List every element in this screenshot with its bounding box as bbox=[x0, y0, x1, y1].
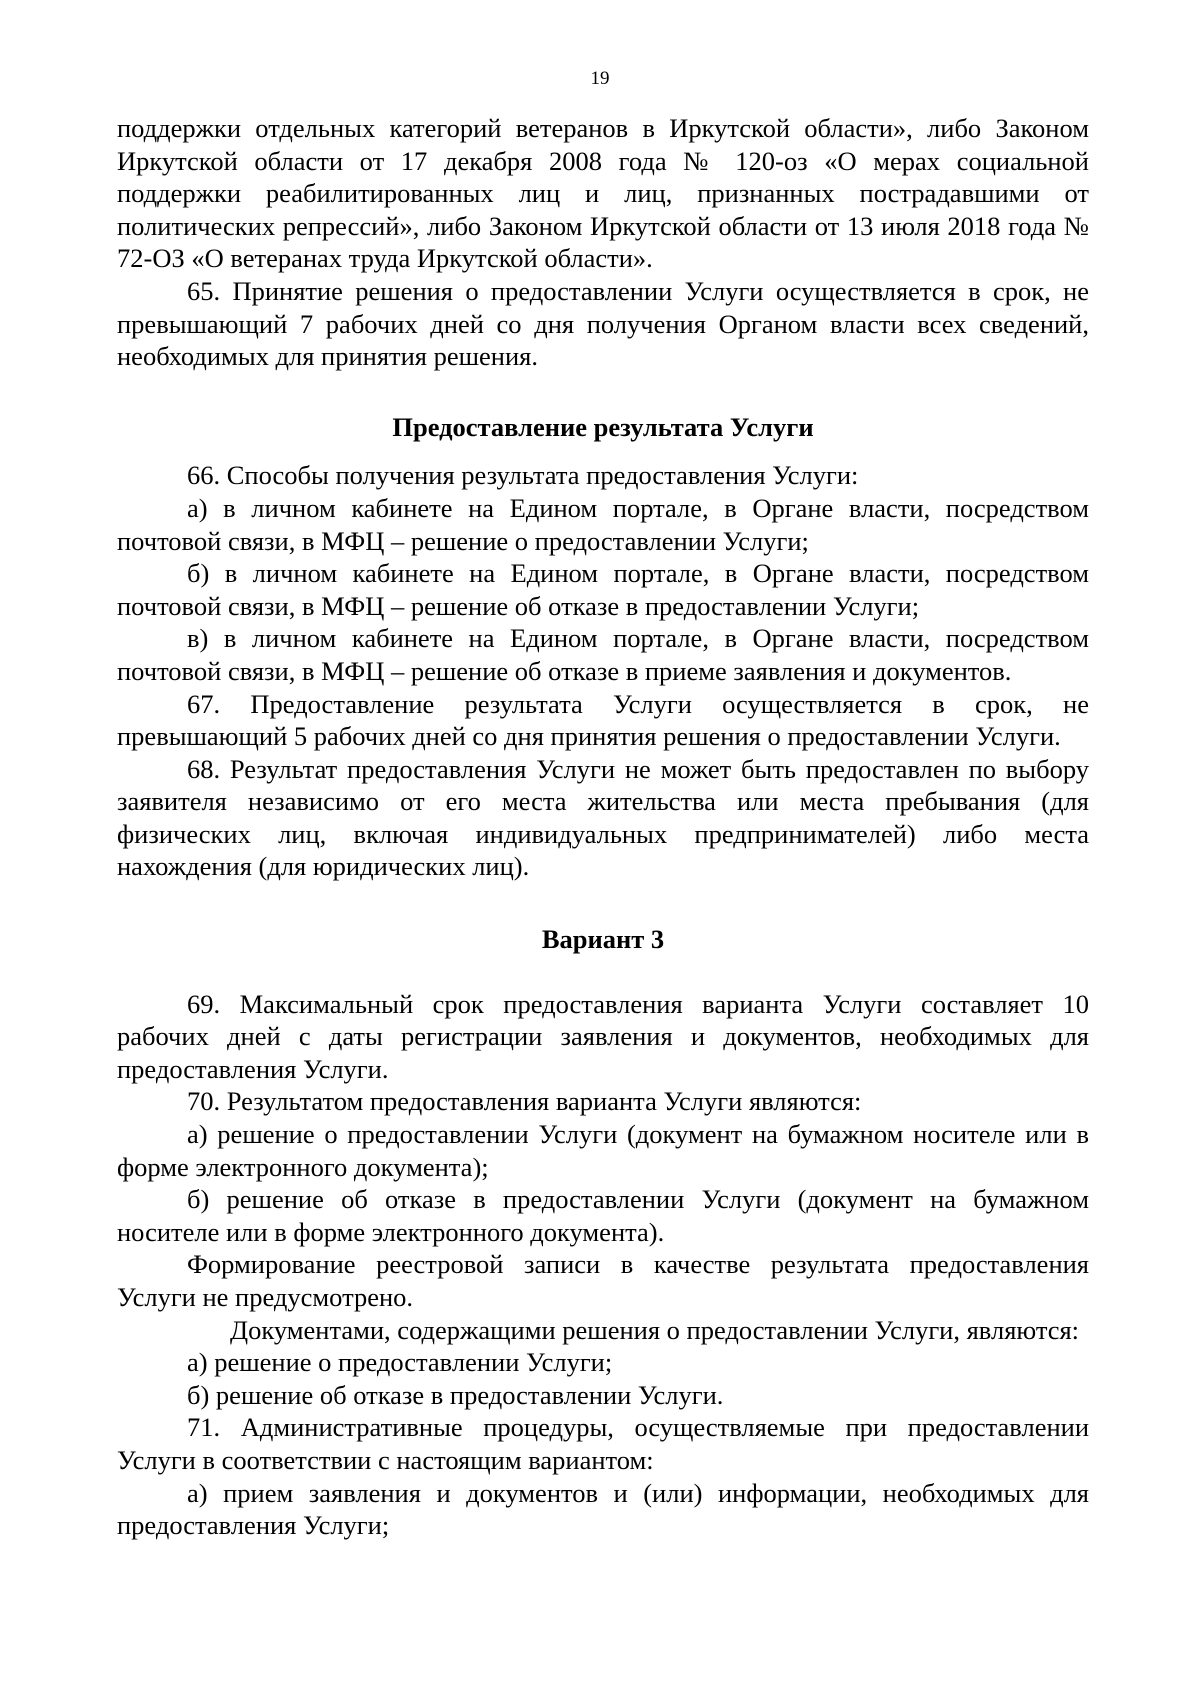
paragraph-continuation: поддержки отдельных категорий ветеранов в Иркутской области», либо Законом Иркутской области от 17 декабря 2008 года № 120-оз «О мерах социальной поддержки реабилитированных лиц и лиц, признанных пострадавшими от политических репрессий», либо Законом Иркутской области от 13 июля 2018 года № 72-ОЗ «О ветеранах труда Иркутской области». bbox=[117, 113, 1089, 274]
paragraph-70: 70. Результатом предоставления варианта Услуги являются: bbox=[187, 1086, 862, 1117]
list-item-docs-a: а) решение о предоставлении Услуги; bbox=[187, 1347, 613, 1378]
list-item-71a: а) прием заявления и документов и (или) информации, необходимых для предоставления Услуги; bbox=[117, 1477, 1089, 1541]
spacer bbox=[117, 373, 1089, 411]
paragraph-69: 69. Максимальный срок предоставления варианта Услуги составляет 10 рабочих дней с даты регистрации заявления и документов, необходимых для предоставления Услуги. bbox=[117, 988, 1089, 1084]
list-item-70a: а) решение о предоставлении Услуги (документ на бумажном носителе или в форме электронного документа); bbox=[117, 1119, 1089, 1182]
paragraph-registry-note: Формирование реестровой записи в качестве результата предоставления Услуги не предусмотрено. bbox=[117, 1249, 1089, 1312]
document-body bbox=[117, 112, 1089, 1542]
list-item-70b: б) решение об отказе в предоставлении Услуги (документ на бумажном носителе или в форме электронного документа). bbox=[117, 1184, 1089, 1247]
list-item-66a: а) в личном кабинете на Едином портале, в Органе власти, посредством почтовой связи, в МФЦ – решение о предоставлении Услуги; bbox=[117, 492, 1089, 556]
paragraph-67: 67. Предоставление результата Услуги осуществляется в срок, не превышающий 5 рабочих дней со дня принятия решения о предоставлении Услуги. bbox=[117, 688, 1089, 752]
paragraph-documents: Документами, содержащими решения о предоставлении Услуги, являются: bbox=[230, 1314, 1080, 1345]
spacer bbox=[117, 443, 1089, 459]
list-item-66c: в) в личном кабинете на Едином портале, в Органе власти, посредством почтовой связи, в МФЦ – решение об отказе в приеме заявления и документов. bbox=[117, 623, 1089, 686]
section-heading-variant-3: Вариант 3 bbox=[541, 924, 665, 955]
spacer bbox=[117, 956, 1089, 988]
page-number: 19 bbox=[590, 68, 610, 89]
paragraph-65: 65. Принятие решения о предоставлении Услуги осуществляется в срок, не превышающий 7 рабочих дней со дня получения Органом власти всех сведений, необходимых для принятия решения. bbox=[117, 275, 1089, 372]
paragraph-68: 68. Результат предоставления Услуги не может быть предоставлен по выбору заявителя независимо от его места жительства или места пребывания (для физических лиц, включая индивидуальных предпринимателей) либо места нахождения (для юридических лиц). bbox=[117, 753, 1089, 882]
paragraph-66: 66. Способы получения результата предоставления Услуги: bbox=[187, 460, 859, 491]
list-item-66b: б) в личном кабинете на Едином портале, в Органе власти, посредством почтовой связи, в МФЦ – решение об отказе в предоставлении Услуги; bbox=[117, 558, 1089, 621]
paragraph-71: 71. Административные процедуры, осуществляемые при предоставлении Услуги в соответствии с настоящим вариантом: bbox=[117, 1412, 1089, 1475]
spacer bbox=[117, 883, 1089, 923]
section-heading-result: Предоставление результата Услуги bbox=[392, 411, 814, 442]
list-item-docs-b: б) решение об отказе в предоставлении Услуги. bbox=[187, 1379, 724, 1410]
